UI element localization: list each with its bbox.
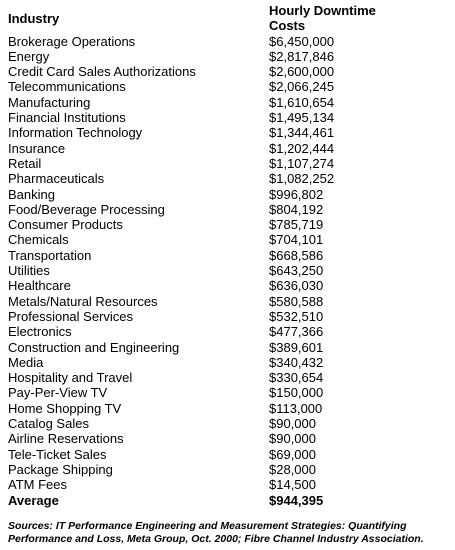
industry-cell: Healthcare	[8, 278, 71, 294]
cost-cell: $113,000	[269, 400, 323, 416]
industry-cell: Food/Beverage Processing	[8, 201, 165, 217]
cost-cell: $389,601	[269, 339, 324, 355]
table-row	[5, 431, 389, 446]
cost-cell: $90,000	[269, 431, 316, 447]
industry-cell: Transportation	[8, 247, 92, 263]
table-row	[5, 248, 389, 263]
industry-cell: Telecommunications	[8, 79, 126, 95]
table-row	[5, 294, 389, 309]
cost-cell: $643,250	[269, 263, 324, 279]
table-row	[5, 355, 389, 370]
table-row	[5, 447, 389, 462]
table-body	[5, 34, 389, 493]
industry-cell: Professional Services	[8, 308, 133, 324]
cost-cell: $704,101	[269, 232, 324, 248]
cost-cell: $804,192	[269, 201, 324, 217]
table-row	[5, 385, 389, 400]
downtime-cost-table	[5, 3, 389, 508]
table-row	[5, 462, 389, 477]
table-row	[5, 49, 389, 64]
cost-cell: $580,588	[269, 293, 324, 309]
industry-cell: Hospitality and Travel	[8, 370, 133, 386]
table-row	[5, 156, 389, 171]
average-row	[5, 493, 389, 508]
cost-cell: $340,432	[269, 354, 324, 370]
industry-cell: Manufacturing	[8, 94, 91, 110]
table-row	[5, 110, 389, 125]
industry-cell: Catalog Sales	[8, 416, 89, 432]
industry-cell: Tele-Ticket Sales	[8, 446, 107, 462]
cost-cell: $2,600,000	[269, 64, 335, 80]
table-row	[5, 187, 389, 202]
cost-cell: $532,510	[269, 308, 324, 324]
industry-cell: Package Shipping	[8, 461, 113, 477]
industry-cell: Pay-Per-View TV	[8, 385, 108, 401]
average-cost: $944,395	[269, 492, 324, 508]
cost-cell: $90,000	[269, 416, 316, 432]
cost-cell: $1,107,274	[269, 155, 335, 171]
industry-column-header: Industry	[8, 10, 60, 26]
industry-cell: Chemicals	[8, 232, 69, 248]
industry-cell: Metals/Natural Resources	[8, 293, 158, 309]
industry-cell: Construction and Engineering	[8, 339, 180, 355]
industry-cell: ATM Fees	[8, 477, 67, 493]
cost-cell: $150,000	[269, 385, 324, 401]
table-header-row	[5, 3, 389, 34]
industry-cell: Consumer Products	[8, 217, 123, 233]
industry-cell: Utilities	[8, 263, 50, 279]
industry-cell: Airline Reservations	[8, 431, 124, 447]
table-row	[5, 401, 389, 416]
table-row	[5, 95, 389, 110]
cost-cell: $1,495,134	[269, 110, 335, 126]
table-row	[5, 232, 389, 247]
table-row	[5, 263, 389, 278]
table-row	[5, 171, 389, 186]
table-row	[5, 64, 389, 79]
cost-cell: $1,344,461	[269, 125, 335, 141]
industry-cell: Credit Card Sales Authorizations	[8, 64, 196, 80]
cost-cell: $2,066,245	[269, 79, 335, 95]
industry-cell: Financial Institutions	[8, 110, 126, 126]
table-row	[5, 477, 389, 492]
cost-column-header	[269, 3, 389, 34]
cost-cell: $477,366	[269, 324, 324, 340]
table-row	[5, 278, 389, 293]
table-row	[5, 34, 389, 49]
industry-cell: Home Shopping TV	[8, 400, 122, 416]
cost-cell: $6,450,000	[269, 33, 335, 49]
cost-cell: $28,000	[269, 461, 316, 477]
cost-cell: $1,202,444	[269, 140, 335, 156]
industry-cell: Information Technology	[8, 125, 143, 141]
sources-note: Sources: IT Performance Engineering and Measurement Strategies: Quantifying Performance and Loss, Meta Group, Oct. 2000; Fibre Channel Industry Association.	[8, 520, 424, 545]
table-row	[5, 340, 389, 355]
table-row	[5, 370, 389, 385]
industry-cell: Pharmaceuticals	[8, 171, 105, 187]
industry-cell: Energy	[8, 48, 50, 64]
table-row	[5, 141, 389, 156]
cost-cell: $785,719	[269, 217, 324, 233]
cost-cell: $2,817,846	[269, 48, 335, 64]
cost-cell: $668,586	[269, 247, 324, 263]
cost-cell: $14,500	[269, 477, 316, 493]
table-row	[5, 309, 389, 324]
industry-cell: Electronics	[8, 324, 72, 340]
cost-cell: $636,030	[269, 278, 324, 294]
industry-cell: Brokerage Operations	[8, 33, 136, 49]
table-row	[5, 324, 389, 339]
table-row	[5, 416, 389, 431]
cost-cell: $1,610,654	[269, 94, 335, 110]
table-row	[5, 202, 389, 217]
cost-cell: $69,000	[269, 446, 316, 462]
average-label: Average	[8, 492, 59, 508]
cost-cell: $1,082,252	[269, 171, 335, 187]
industry-cell: Media	[8, 354, 44, 370]
cost-cell: $330,654	[269, 370, 324, 386]
table-row	[5, 79, 389, 94]
cost-header-line1: Hourly Downtime	[269, 3, 376, 18]
industry-cell: Insurance	[8, 140, 66, 156]
table-row	[5, 125, 389, 140]
industry-cell: Retail	[8, 155, 42, 171]
table-row	[5, 217, 389, 232]
cost-cell: $996,802	[269, 186, 324, 202]
cost-header-line2: Costs	[269, 18, 306, 34]
industry-cell: Banking	[8, 186, 55, 202]
